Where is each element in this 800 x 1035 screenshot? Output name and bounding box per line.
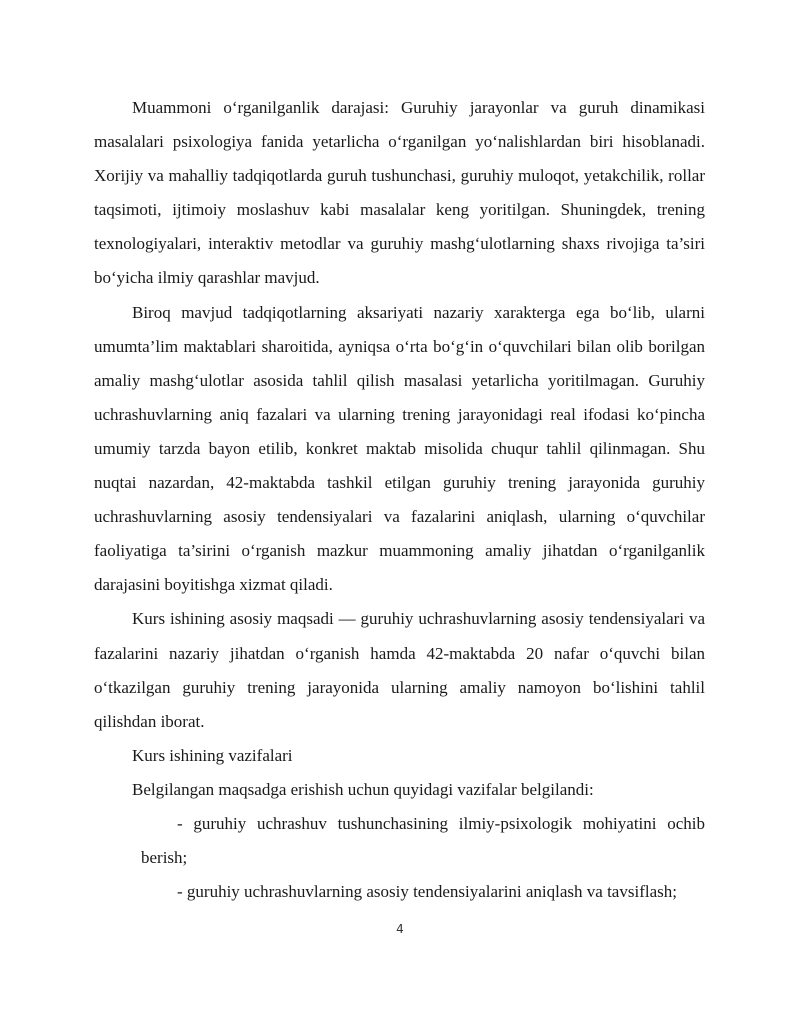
paragraph-goal: Kurs ishining asosiy maqsadi — guruhiy uchrashuvlarning asosiy tendensiyalari va fazalarini nazariy jihatdan o‘rganish hamda 42-maktabda 20 nafar o‘quvchi bilan o‘tkazilgan guruhiy trening jarayonida ularning amaliy namoyon bo‘lishini tahlil qilishdan iborat. [94, 609, 705, 731]
tasks-intro: Belgilangan maqsadga erishish uchun quyidagi vazifalar belgilandi: [132, 779, 594, 799]
task-item: - guruhiy uchrashuvlarning asosiy tendensiyalarini aniqlash va tavsiflash; [177, 882, 677, 902]
task-item: - guruhiy uchrashuv tushunchasining ilmiy-psixologik mohiyatini ochib berish; [141, 813, 705, 868]
paragraph-study-level: Muammoni o‘rganilganlik darajasi: Guruhiy jarayonlar va guruh dinamikasi masalalari psixologiya fanida yetarlicha o‘rganilgan yo‘nalishlardan biri hisoblanadi. Xorijiy va mahalliy tadqiqotlarda guruh tushunchasi, guruhiy muloqot, yetakchilik, rollar taqsimoti, ijtimoiy moslashuv kabi masalalar keng yoritilgan. Shuningdek, trening texnologiyalari, interaktiv metodlar va guruhiy mashg‘ulotlarning shaxs rivojiga ta’siri bo‘yicha ilmiy qarashlar mavjud. [94, 98, 705, 288]
page-number: 4 [396, 922, 404, 936]
paragraph-research-gap: Biroq mavjud tadqiqotlarning aksariyati nazariy xarakterga ega bo‘lib, ularni umumta’lim maktablari sharoitida, ayniqsa o‘rta bo‘g‘in o‘quvchilari bilan olib borilgan amaliy mashg‘ulotlar asosida tahlil qilish masalasi yetarlicha yoritilmagan. Guruhiy uchrashuvlarning aniq fazalari va ularning trening jarayonidagi real ifodasi ko‘pincha umumiy tarzda bayon etilib, konkret maktab misolida chuqur tahlil qilinmagan. Shu nuqtai nazardan, 42-maktabda tashkil etilgan guruhiy trening jarayonida guruhiy uchrashuvlarning asosiy tendensiyalari va fazalarini aniqlash, ularning o‘quvchilar faoliyatiga ta’sirini o‘rganish mazkur muammoning amaliy jihatdan o‘rganilganlik darajasini boyitishga xizmat qiladi. [94, 302, 705, 595]
tasks-heading: Kurs ishining vazifalari [132, 745, 293, 765]
document-body [94, 91, 705, 909]
